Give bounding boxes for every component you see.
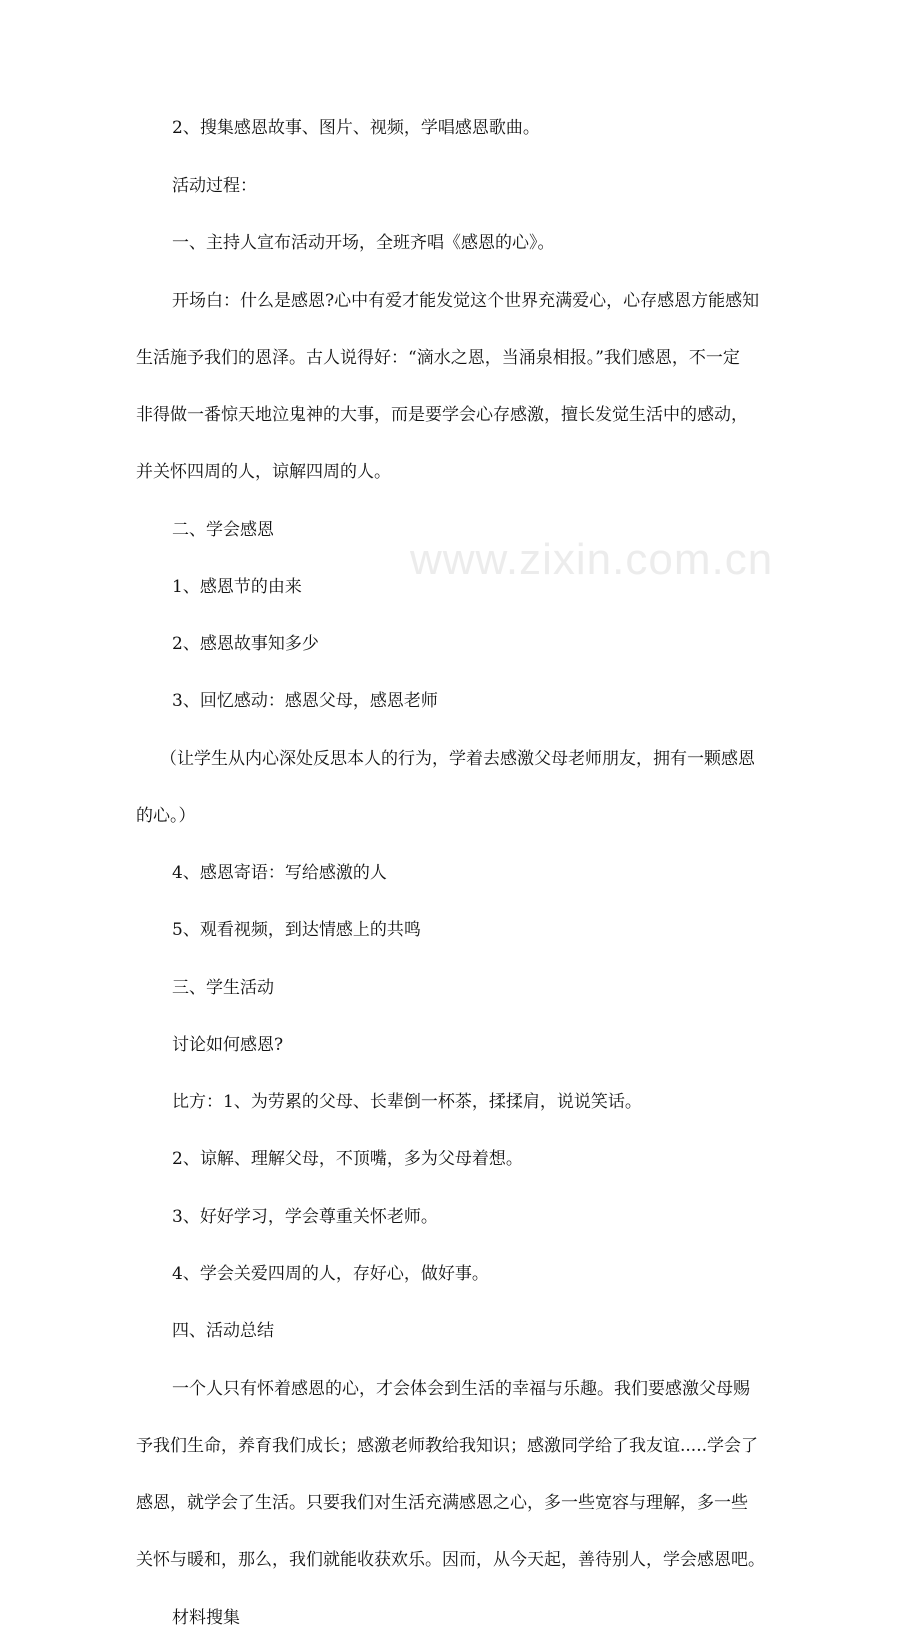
section-heading: 二、学会感恩	[172, 520, 274, 540]
list-item: 3、好好学习，学会尊重关怀老师。	[172, 1207, 438, 1227]
list-item: 3、回忆感动：感恩父母，感恩老师	[172, 691, 438, 711]
list-item: 4、感恩寄语：写给感激的人	[172, 863, 387, 883]
paragraph-line: 予我们生命，养育我们成长；感激老师教给我知识；感激同学给了我友谊.....学会了	[136, 1436, 759, 1456]
paragraph-line: 关怀与暖和，那么，我们就能收获欢乐。因而，从今天起，善待别人，学会感恩吧。	[136, 1550, 765, 1570]
paragraph-line: 开场白：什么是感恩?心中有爱才能发觉这个世界充满爱心，心存感恩方能感知	[172, 291, 760, 311]
text-line: 2、搜集感恩故事、图片、视频，学唱感恩歌曲。	[172, 118, 540, 138]
list-item: 4、学会关爱四周的人，存好心，做好事。	[172, 1264, 489, 1284]
paragraph-line: （让学生从内心深处反思本人的行为，学着去感激父母老师朋友，拥有一颗感恩	[160, 749, 755, 769]
paragraph-line: 并关怀四周的人，谅解四周的人。	[136, 462, 391, 482]
list-item: 比方：1、为劳累的父母、长辈倒一杯茶，揉揉肩，说说笑话。	[172, 1092, 642, 1112]
paragraph-line: 生活施予我们的恩泽。古人说得好：“滴水之恩，当涌泉相报。”我们感恩，不一定	[136, 348, 740, 368]
watermark: www.zixin.com.cn	[410, 535, 774, 584]
paragraph-line: 一个人只有怀着感恩的心，才会体会到生活的幸福与乐趣。我们要感激父母赐	[172, 1379, 750, 1399]
list-item: 2、谅解、理解父母，不顶嘴，多为父母着想。	[172, 1149, 523, 1169]
section-heading: 材料搜集	[172, 1608, 240, 1628]
paragraph-line: 的心。）	[136, 806, 196, 826]
section-label: 活动过程：	[172, 176, 257, 196]
list-item: 5、观看视频，到达情感上的共鸣	[172, 920, 421, 940]
paragraph-line: 感恩，就学会了生活。只要我们对生活充满感恩之心，多一些宽容与理解，多一些	[136, 1493, 748, 1513]
text-line: 一、主持人宣布活动开场，全班齐唱《感恩的心》。	[172, 233, 555, 253]
section-heading: 三、学生活动	[172, 978, 274, 998]
paragraph-line: 非得做一番惊天地泣鬼神的大事，而是要学会心存感激，擅长发觉生活中的感动，	[136, 405, 748, 425]
list-item: 1、感恩节的由来	[172, 577, 302, 597]
text-line: 讨论如何感恩?	[172, 1035, 284, 1055]
section-heading: 四、活动总结	[172, 1321, 274, 1341]
list-item: 2、感恩故事知多少	[172, 634, 319, 654]
